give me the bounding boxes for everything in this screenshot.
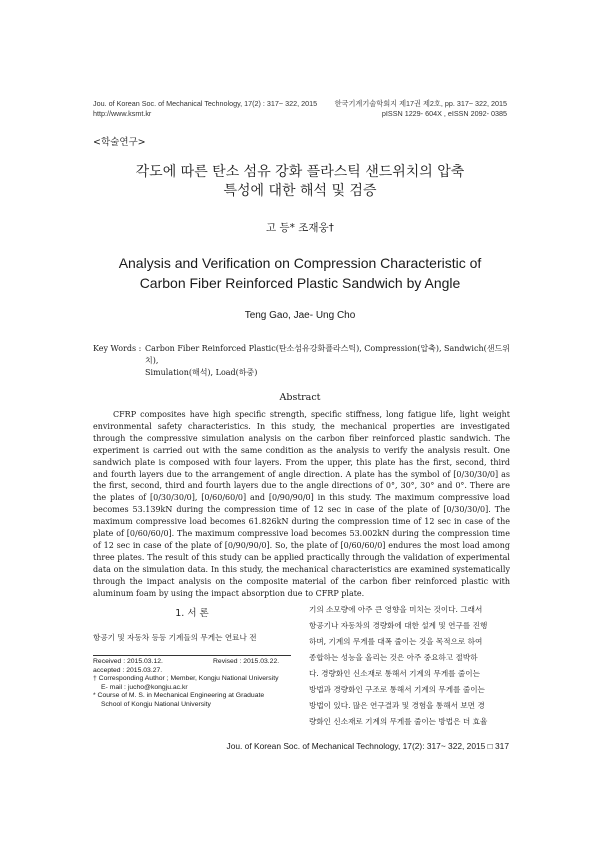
abstract-heading: Abstract — [279, 392, 321, 403]
body-line: 량화인 신소재로 기계의 무게를 줄이는 방법은 더 효율 — [309, 717, 488, 726]
english-title-line-1: Analysis and Verification on Compression Characteristic of — [118, 255, 482, 271]
author-email[interactable]: E- mail : jucho@kongju.ac.kr — [101, 683, 188, 691]
revised-date: Revised : 2015.03.22. — [213, 658, 280, 665]
article-category: <학술연구> — [93, 137, 146, 148]
korean-title-line-2: 특성에 대한 해석 및 검증 — [223, 183, 377, 199]
section-heading-introduction: 1. 서 론 — [175, 608, 209, 619]
abstract-text: CFRP composites have high specific strength, specific stiffness, long fatigue life, light weight environmental safety characteristics. In this study, the mechanical properties are investigated through the compressive simulation analysis on the carbon fiber reinforced plastic sandwich. The experiment is carried out with the same condition as the analysis to verify the analysis result. One sandwich plate is composed with four layers. From the upper, this plate has the first, second, third and fourth layers due to the arrangement of angle direction. A plate has the symbol of [0/30/30/0] as the first, second, third and fourth layers due to the angle directions of 0°, 30°, 30° and 0°. There are the plates of [0/30/30/0], [0/60/60/0] and [0/90/90/0] in this study. The maximum compressive load becomes 53.139kN during the compression time of 12 sec in case of the plate of [0/30/30/0]. The maximum compressive load becomes 61.826kN during the compression time of 12 sec in case of the plate of [0/60/60/0]. The maximum compressive load becomes 53.002kN during the compression time of 12 sec in case of the plate of [0/90/90/0]. So, the plate of [0/60/60/0] endures the most load among three plates. The result of this study can be applied practically through the validation of experimental data on the simulation data. In this study, the mechanical characteristics are examined systematically through the impact analysis on the composite material of the carbon fiber reinforced plastic with aluminum foam by using the impact absorption due to CFRP plate. — [93, 410, 510, 598]
journal-citation: Jou. of Korean Soc. of Mechanical Technology, 17(2) : 317~ 322, 2015 — [93, 99, 318, 108]
received-date: Received : 2015.03.12. — [93, 658, 163, 665]
english-title-line-2: Carbon Fiber Reinforced Plastic Sandwich by Angle — [139, 275, 461, 291]
korean-title — [0, 163, 600, 201]
issn-info: pISSN 1229- 604X , eISSN 2092- 0385 — [381, 109, 507, 118]
body-line: 다. 경량화인 신소재로 통해서 기계의 무게를 줄이는 — [309, 669, 480, 678]
body-line: 기의 소모량에 아주 큰 영향을 미치는 것이다. 그래서 — [309, 605, 483, 614]
body-line: 항공기나 자동차의 경량화에 대한 설계 및 연구를 진행 — [309, 621, 488, 630]
keywords-list — [145, 343, 523, 379]
journal-citation-korean: 한국기계기술학회지 제17권 제2호, pp. 317~ 322, 2015 — [334, 99, 507, 108]
course-note-line-1: * Course of M. S. in Mechanical Engineering at Graduate — [93, 692, 265, 700]
keywords-line-1: Carbon Fiber Reinforced Plastic(탄소섬유강화플라스틱), Compression(압축), Sandwich(샌드위치), — [145, 344, 510, 365]
body-line: 방법이 있다. 많은 연구결과 및 경험을 통해서 보면 경 — [309, 701, 485, 710]
body-line: 방법과 경량화인 구조로 통해서 기계의 무게를 줄이는 — [309, 685, 485, 694]
journal-header-left — [93, 99, 317, 119]
keywords-line-2: Simulation(해석), Load(하중) — [145, 368, 258, 377]
corresponding-author: † Corresponding Author ; Member, Kongju National University — [93, 675, 279, 683]
korean-title-line-1: 각도에 따른 탄소 섬유 강화 플라스틱 샌드위치의 압축 — [135, 164, 465, 180]
korean-authors: 고 등* 조재웅† — [266, 222, 334, 234]
body-line: 하며, 기계의 무게를 대폭 줄이는 것을 목적으로 하여 — [309, 637, 483, 646]
accepted-date: accepted : 2015.03.27. — [93, 666, 163, 674]
english-title — [0, 253, 600, 293]
footnote-divider — [93, 655, 291, 656]
left-column-text — [93, 630, 291, 645]
english-authors: Teng Gao, Jae- Ung Cho — [244, 310, 356, 321]
keywords — [93, 343, 523, 379]
abstract-body — [93, 409, 510, 600]
footnotes — [93, 658, 298, 710]
journal-header-right — [335, 99, 507, 119]
page-footer: Jou. of Korean Soc. of Mechanical Technology, 17(2): 317~ 322, 2015 □ 317 — [226, 741, 509, 751]
course-note-line-2: School of Kongju National University — [101, 700, 211, 708]
body-line: 종합하는 성능을 올리는 것은 아주 중요하고 절박하 — [309, 653, 478, 662]
journal-url[interactable]: http://www.ksmt.kr — [93, 109, 152, 118]
keywords-label: Key Words : — [93, 344, 142, 353]
right-column-text — [309, 602, 511, 730]
body-paragraph-line: 항공기 및 자동차 등등 기계들의 무게는 연료나 전 — [93, 633, 257, 642]
